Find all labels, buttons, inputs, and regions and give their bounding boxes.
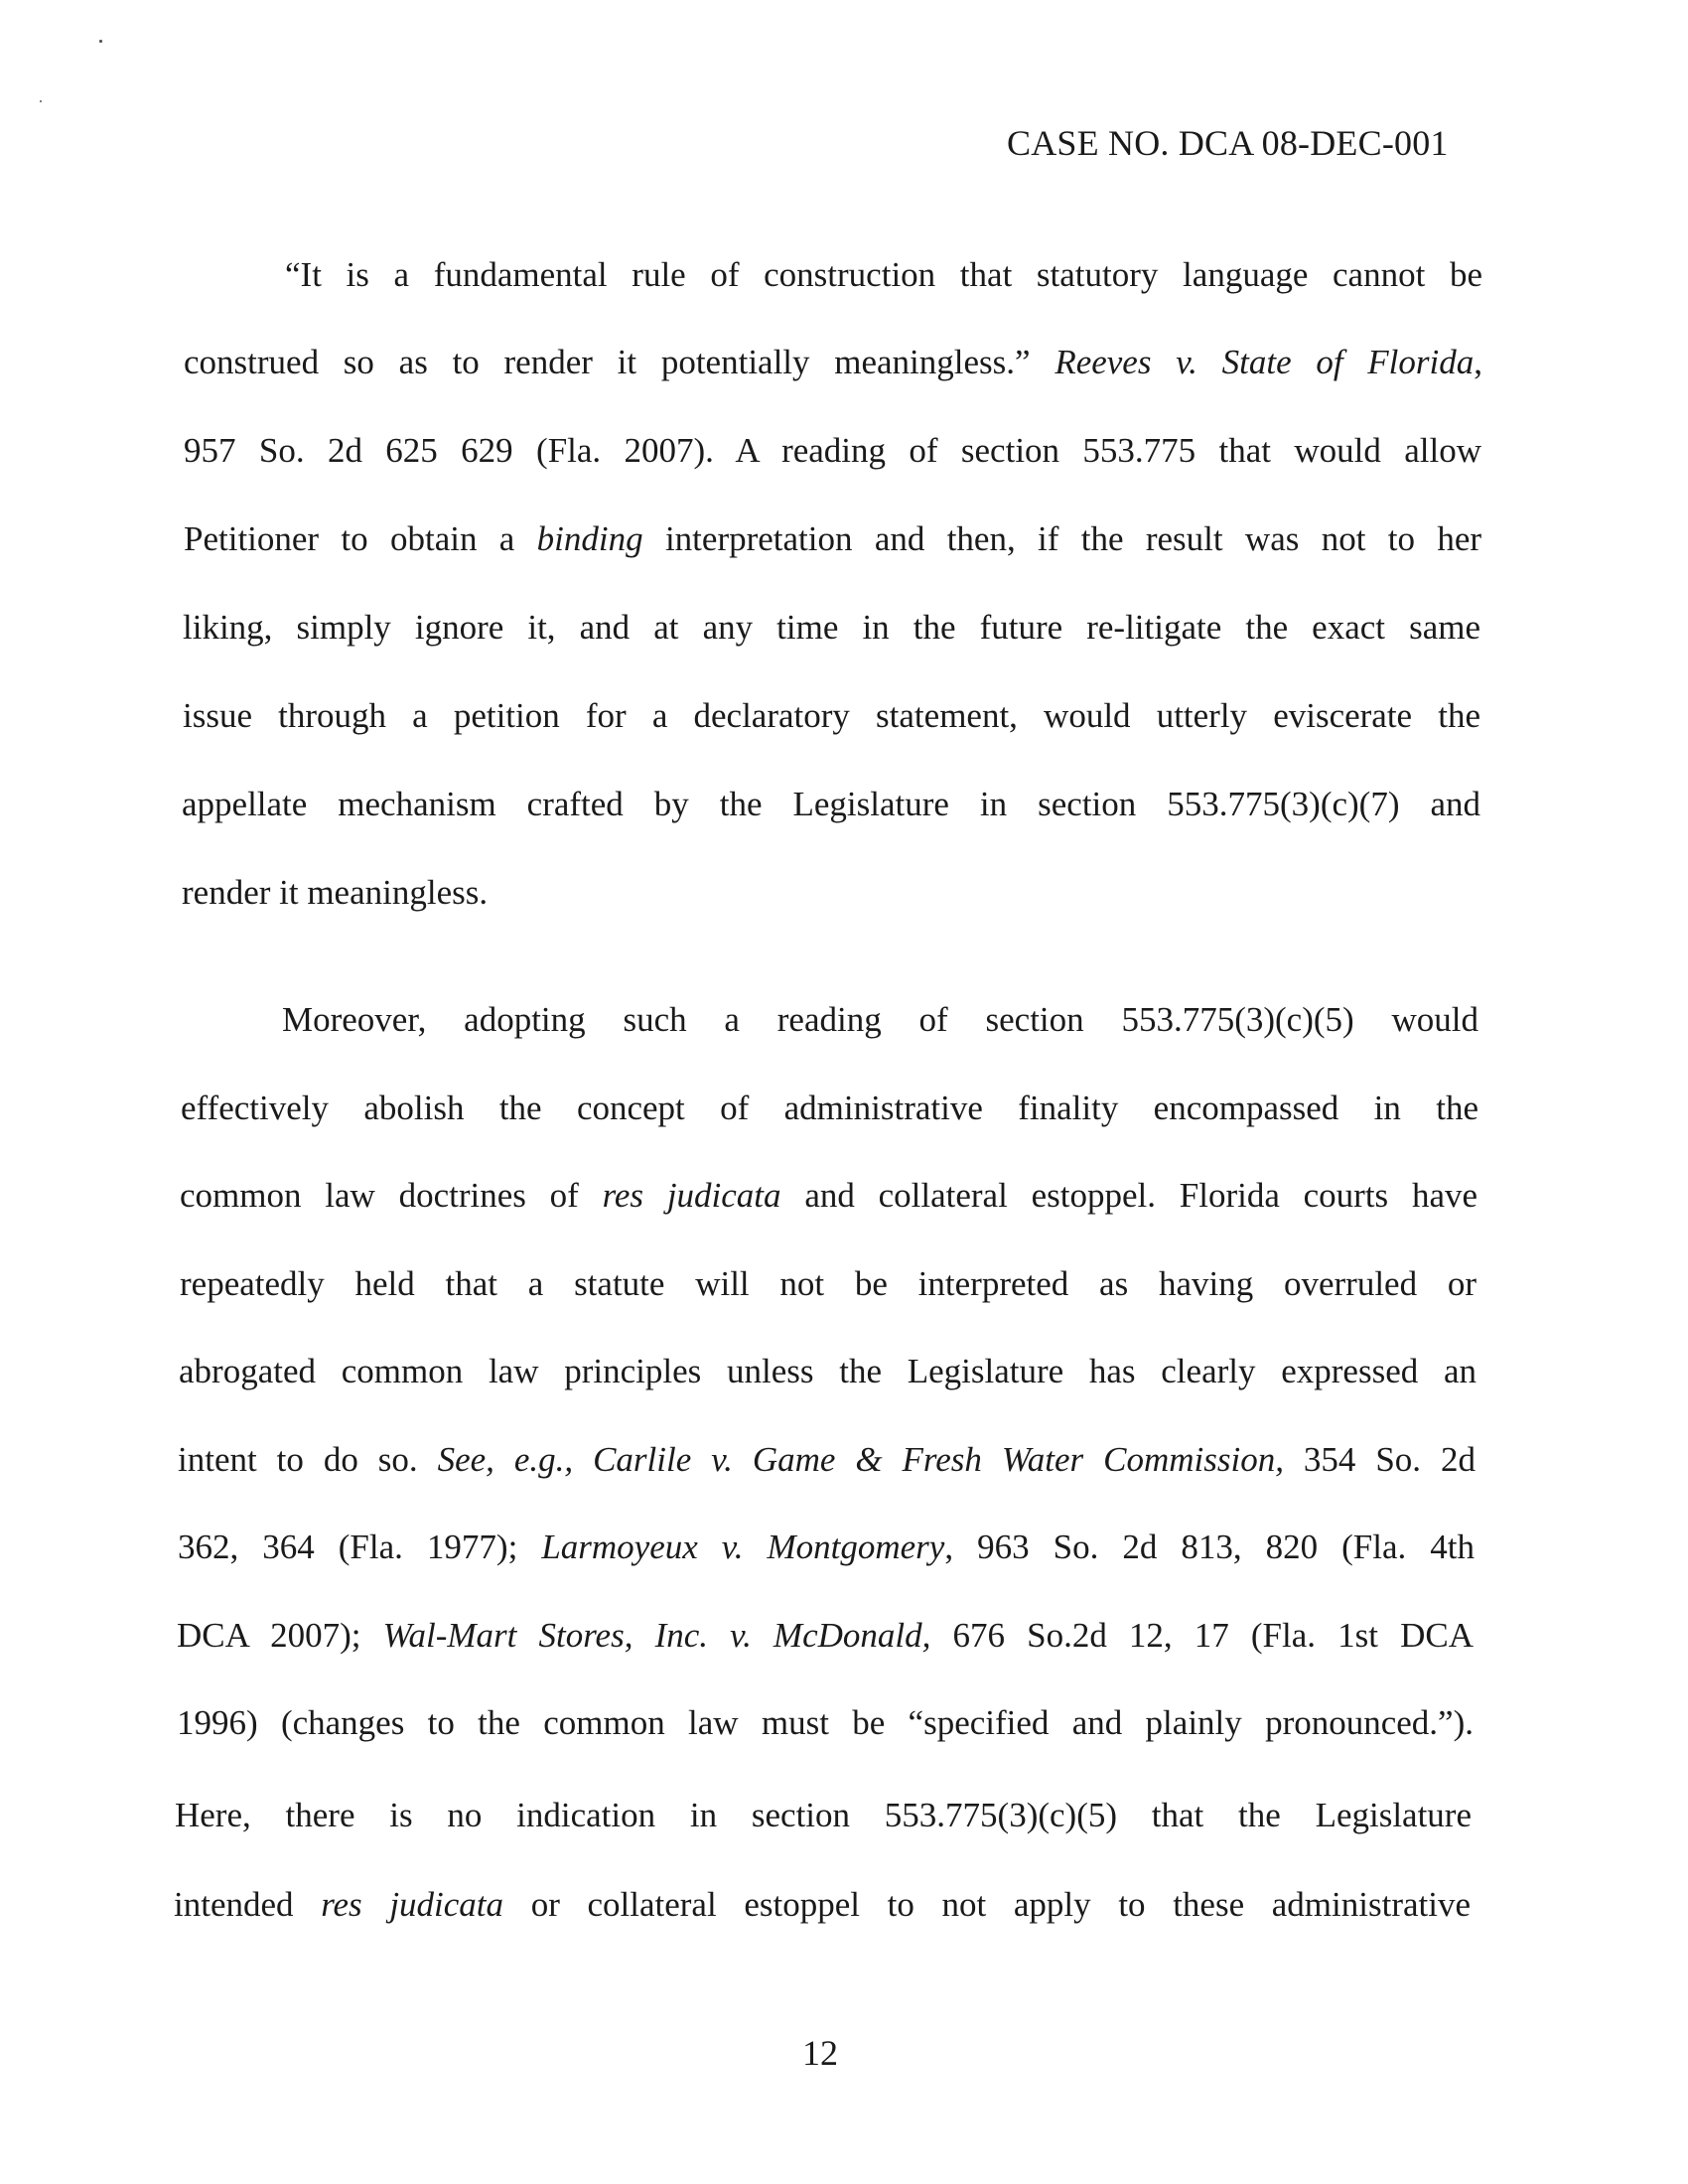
text-line [180,1262,1477,1306]
text-line [182,783,1480,826]
text-segment: “It is a fundamental rule of construction that statutory language cannot be [285,255,1482,294]
text-segment: 957 So. 2d 625 629 (Fla. 2007). A reading of section 553.775 that would allow [184,431,1481,470]
text-line [285,253,1482,297]
text-segment: render it meaningless. [182,873,489,912]
text-segment: construed so as to render it potentially meaningless.” [184,343,1055,381]
text-line [174,1883,1471,1927]
text-segment: Petitioner to obtain a [184,519,537,558]
text-segment: issue through a petition for a declaratory statement, would utterly eviscerate the [183,696,1480,735]
italic-citation: res judicata [321,1885,504,1924]
text-line [181,1087,1478,1130]
text-line [177,1701,1474,1745]
text-segment: 676 So.2d 12, 17 (Fla. 1st DCA [930,1616,1474,1655]
italic-citation: binding [536,519,643,558]
text-line [184,429,1481,473]
text-line [178,1526,1475,1569]
text-segment: Moreover, adopting such a reading of section 553.775(3)(c)(5) would [282,1000,1478,1039]
text-line [180,1174,1477,1218]
text-segment: , [1474,343,1483,381]
text-segment: intended [174,1885,322,1924]
text-line [177,1614,1474,1658]
text-line [179,1350,1477,1393]
italic-citation: Wal-Mart Stores, Inc. v. McDonald, [382,1616,931,1655]
text-line [182,871,1480,915]
text-segment: abrogated common law principles unless the Legislature has clearly expressed an [179,1352,1477,1390]
text-line [175,1794,1472,1837]
italic-citation: See, e.g., Carlile v. Game & Fresh Water Commission, [437,1440,1284,1479]
text-line [184,341,1482,384]
text-segment: appellate mechanism crafted by the Legislature in section 553.775(3)(c)(7) and [182,785,1480,823]
case-number-header: CASE NO. DCA 08-DEC-001 [1007,123,1449,163]
text-line [183,606,1480,650]
italic-citation: Larmoyeux v. Montgomery [541,1528,945,1566]
text-segment: liking, simply ignore it, and at any time in the future re-litigate the exact same [183,608,1480,647]
text-segment: 362, 364 (Fla. 1977); [178,1528,542,1566]
text-line [183,694,1480,738]
text-line [282,998,1478,1042]
text-line [184,517,1481,561]
text-segment: intent to do so. [178,1440,438,1479]
scan-speck [40,100,42,102]
italic-citation: Reeves v. State of Florida [1055,343,1475,381]
text-line [178,1438,1476,1482]
text-segment: Here, there is no indication in section 553.775(3)(c)(5) that the Legislature [175,1796,1472,1834]
text-segment: , 963 So. 2d 813, 820 (Fla. 4th [944,1528,1475,1566]
text-segment: common law doctrines of [180,1176,603,1215]
text-segment: interpretation and then, if the result was not to her [642,519,1482,558]
text-segment: and collateral estoppel. Florida courts have [780,1176,1478,1215]
text-segment: 1996) (changes to the common law must be “specified and plainly pronounced.”). [177,1703,1474,1742]
page-number: 12 [802,2033,838,2073]
text-segment: DCA 2007); [177,1616,383,1655]
italic-citation: res judicata [602,1176,781,1215]
text-segment: repeatedly held that a statute will not be interpreted as having overruled or [180,1264,1477,1303]
text-segment: effectively abolish the concept of administrative finality encompassed in the [181,1089,1478,1127]
text-segment: or collateral estoppel to not apply to these administrative [503,1885,1471,1924]
scan-speck [99,40,102,43]
text-segment: 354 So. 2d [1283,1440,1477,1479]
